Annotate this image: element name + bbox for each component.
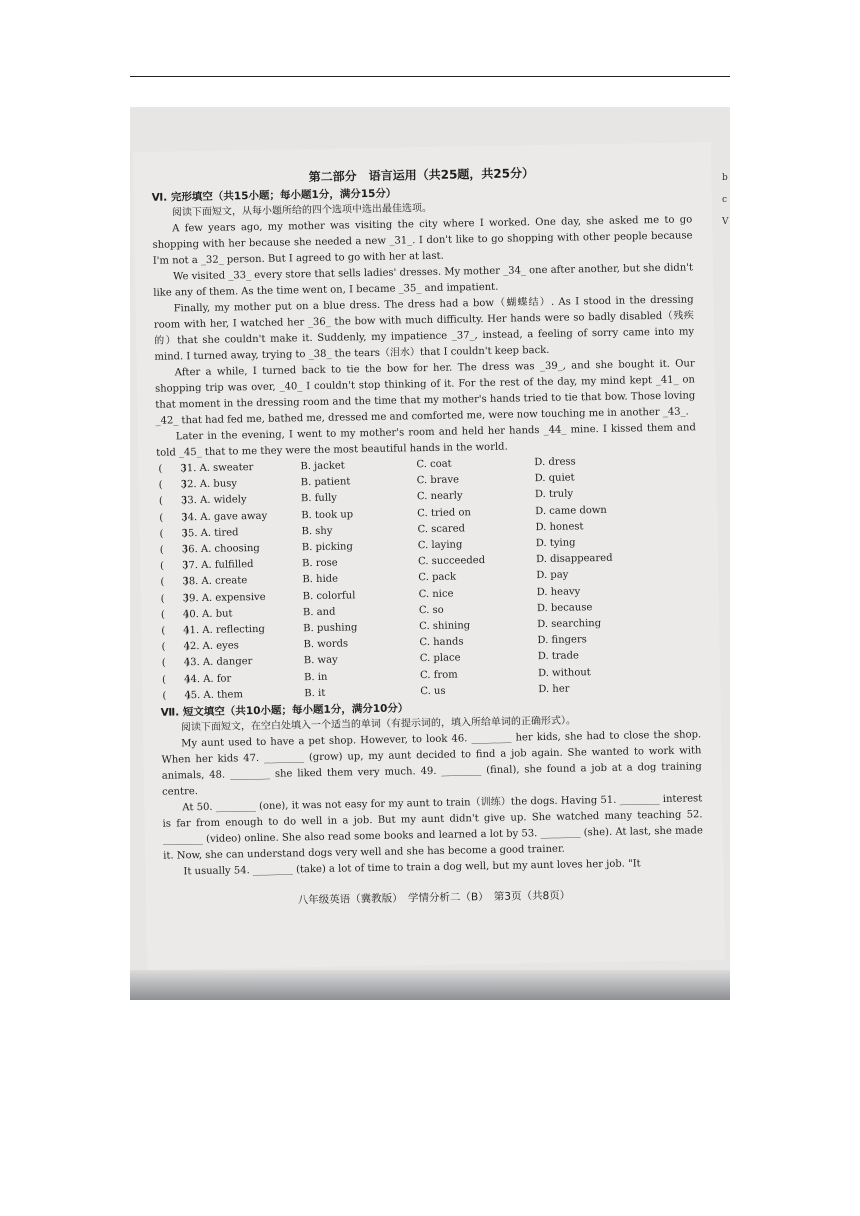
- option-d: D. truly: [534, 488, 574, 501]
- option-b: B. it: [304, 687, 326, 699]
- answer-paren[interactable]: ( ): [161, 641, 190, 653]
- option-c: C. shining: [419, 620, 471, 633]
- option-d: D. heavy: [536, 585, 581, 598]
- option-c: C. coat: [416, 458, 452, 471]
- section-7-instruction: 阅读下面短文，在空白处填入一个适当的单词（有提示词的，填入所给单词的正确形式）。: [180, 715, 576, 734]
- option-c: C. from: [419, 669, 458, 681]
- option-b: B. pushing: [303, 622, 358, 635]
- photo-bottom-shadow: [130, 970, 730, 1000]
- option-d: D. because: [536, 601, 593, 614]
- option-d: D. without: [537, 666, 591, 679]
- edge-letter: V: [722, 217, 729, 227]
- option-b: B. colorful: [302, 589, 356, 602]
- passage-paragraph: Finally, my mother put on a blue dress. The dress had a bow（蝴蝶结）. As I stood in the dressing room with her, I watched her _36_ the bow with much difficulty. Her hands were so badly disabled（残疾的）that she couldn't make it. Suddenly, my impatience _37_, instead, a feeling of sorry came into my mind. I turned away, trying to _38_ the tears（泪水）that I couldn't keep back.: [153, 294, 695, 363]
- option-a: 37. A. fulfilled: [182, 559, 254, 572]
- passage-paragraph: A few years ago, my mother was visiting the city where I worked. One day, she asked me to go shopping with her because she needed a new _31_. I don't like to go shopping with other people because I'm not a _32_ person. But I agreed to go with her at last.: [152, 214, 693, 267]
- answer-paren[interactable]: ( ): [160, 576, 189, 589]
- answer-paren[interactable]: ( ): [158, 495, 187, 508]
- option-c: C. tried on: [417, 506, 471, 519]
- answer-paren[interactable]: ( ): [159, 528, 188, 540]
- option-d: D. quiet: [534, 472, 575, 485]
- option-b: B. hide: [302, 573, 339, 586]
- option-b: B. fully: [300, 493, 337, 505]
- option-a: 40. A. but: [182, 608, 233, 621]
- answer-paren[interactable]: ( ): [161, 625, 190, 637]
- option-a: 45. A. them: [184, 688, 244, 702]
- option-b: B. took up: [301, 508, 354, 521]
- option-c: C. scared: [417, 523, 466, 536]
- option-b: B. shy: [301, 525, 333, 538]
- question-list: [156, 452, 700, 704]
- option-d: D. searching: [537, 617, 602, 631]
- option-a: 36. A. choosing: [181, 542, 260, 556]
- option-b: B. picking: [301, 541, 353, 554]
- answer-paren[interactable]: ( ): [158, 479, 187, 491]
- answer-paren[interactable]: ( ): [158, 463, 187, 475]
- passage-paragraph: We visited _33_ every store that sells ladies' dresses. My mother _34_ one after another, but she didn't like any of them. As the time went on, I became _35_ and impatient.: [153, 262, 694, 299]
- passage-paragraph: At 50. ________ (one), it was not easy for my aunt to train（训练）the dogs. Having 51. ________ interest is far from enough to do well in a job. But my aunt didn't give up. She watched many teaching 52. ________ (video) online. She also read some books and learned a lot by 53. ________ (she). At last, she made it. Now, she can understand dogs very well and she has become a good trainer.: [162, 793, 703, 862]
- passage-paragraph: Later in the evening, I went to my mother's room and held her hands _44_ mine. I kissed them and told _45_ that to me they were the most beautiful hands in the world.: [156, 422, 696, 459]
- exam-page-photo: [130, 107, 730, 1000]
- option-d: D. disappeared: [535, 553, 613, 566]
- option-d: D. her: [538, 683, 570, 695]
- answer-paren[interactable]: ( ): [161, 657, 190, 670]
- option-c: C. nearly: [416, 490, 463, 503]
- answer-paren[interactable]: ( ): [162, 673, 191, 686]
- option-a: 38. A. create: [182, 575, 248, 588]
- option-b: B. patient: [300, 476, 351, 489]
- section-6-title: Ⅵ. 完形填空（共15小题；每小题1分，满分15分）: [151, 187, 397, 204]
- edge-letter: c: [722, 195, 728, 205]
- edge-letter: b: [722, 173, 728, 183]
- section-6-instruction: 阅读下面短文，从每小题所给的四个选项中选出最佳选项。: [171, 202, 433, 219]
- option-b: B. in: [304, 671, 328, 683]
- option-a: 34. A. gave away: [181, 510, 268, 523]
- option-d: D. fingers: [537, 634, 587, 647]
- option-d: D. dress: [534, 456, 576, 469]
- option-a: 39. A. expensive: [182, 591, 266, 604]
- answer-paren[interactable]: ( ): [160, 560, 189, 572]
- option-c: C. so: [418, 604, 444, 616]
- option-c: C. hands: [419, 636, 464, 649]
- page-footer: 八年级英语（冀教版） 学情分析二（B） 第3页（共8页）: [297, 889, 571, 907]
- option-a: 35. A. tired: [181, 527, 239, 540]
- option-b: B. rose: [302, 557, 338, 570]
- option-d: D. pay: [536, 569, 569, 582]
- option-b: B. and: [302, 606, 336, 618]
- option-b: B. way: [303, 654, 338, 667]
- option-d: D. tying: [535, 537, 576, 550]
- option-a: 31. A. sweater: [180, 462, 254, 475]
- passage-paragraph: My aunt used to have a pet shop. However, to look 46. ________ her kids, she had to close the shop. When her kids 47. ________ (grow) up, my aunt decided to find a job again. She wanted to work with animals, 48. ________ she liked them very much. 49. ________ (final), she found a job at a dog training centre.: [161, 729, 702, 798]
- answer-paren[interactable]: ( ): [160, 592, 189, 605]
- option-a: 42. A. eyes: [183, 640, 239, 653]
- answer-paren[interactable]: ( ): [160, 608, 189, 621]
- section-7-title: Ⅶ. 短文填空（共10小题；每小题1分，满分10分）: [160, 702, 409, 719]
- option-a: 44. A. for: [184, 673, 232, 685]
- option-c: C. place: [419, 652, 461, 665]
- option-a: 43. A. danger: [183, 656, 253, 669]
- option-d: D. honest: [535, 521, 584, 533]
- option-c: C. succeeded: [418, 555, 486, 568]
- option-a: 41. A. reflecting: [183, 623, 265, 637]
- passage-paragraph: After a while, I turned back to tie the bow for her. The dress was _39_, and she bought it. Our shopping trip was over, _40_ I couldn't stop thinking of it. For the rest of the day, my mind kept _41_ on that moment in the dressing room and the time that my mother's hands tried to tie that bow. Those loving _42_ that had fed me, bathed me, dressed me and comforted me, were now touching me in another _43_.: [154, 358, 696, 427]
- answer-paren[interactable]: ( ): [162, 689, 191, 702]
- option-c: C. us: [420, 685, 446, 697]
- option-c: C. brave: [416, 474, 460, 487]
- part-title: 第二部分 语言运用（共25题，共25分）: [308, 166, 535, 185]
- option-c: C. nice: [418, 588, 454, 600]
- option-c: C. laying: [417, 539, 463, 552]
- adjacent-page-edge: [722, 167, 730, 287]
- option-a: 33. A. widely: [180, 494, 247, 507]
- answer-paren[interactable]: ( ): [159, 544, 188, 556]
- answer-paren[interactable]: ( ): [159, 511, 188, 524]
- option-b: B. words: [303, 638, 349, 651]
- option-d: D. came down: [535, 504, 607, 517]
- option-d: D. trade: [537, 650, 579, 663]
- passage-paragraph: It usually 54. ________ (take) a lot of time to train a dog well, but my aunt loves her job. "It: [183, 858, 641, 878]
- exam-paper: [133, 142, 725, 970]
- top-divider-line: [130, 76, 730, 77]
- option-a: 32. A. busy: [180, 478, 238, 491]
- exam-content: [151, 162, 704, 910]
- option-b: B. jacket: [300, 460, 345, 473]
- option-c: C. pack: [418, 571, 457, 584]
